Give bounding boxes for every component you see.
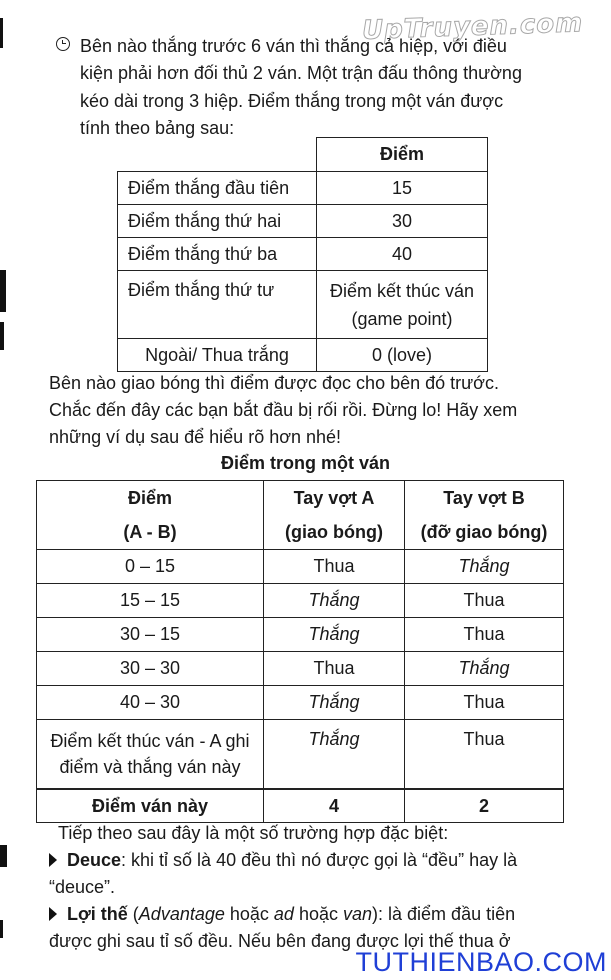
score-table-row [118,339,488,372]
row-player-b: Thua [405,720,564,790]
advantage-van: van [343,904,373,924]
header-player-a [264,481,405,550]
score-table-corner [118,138,317,172]
row-player-a: Thắng [264,618,405,652]
row-player-b: Thua [405,584,564,618]
intro-line-1 [56,31,507,61]
row-score: 40 – 30 [37,686,264,720]
header-score-line2: (A - B) [123,522,177,542]
game-table-final-row [37,720,564,790]
advantage-ad: ad [273,904,294,924]
score-table-row [118,271,488,339]
middle-line-1: Bên nào giao bóng thì điểm được đọc cho bên đó trước. [49,373,499,393]
advantage-p4: ): là điểm đầu tiên [372,904,516,924]
score-table-header: Điểm [317,138,488,172]
header-player-b-line1: Tay vợt B [443,488,525,508]
header-player-b [405,481,564,550]
score-value [317,271,488,339]
clock-icon [56,37,70,51]
score-value-line2: (game point) [351,308,453,329]
watermark-uptruyen: UpTruyen.com [361,8,584,46]
score-value: 15 [317,172,488,205]
game-table-row [37,686,564,720]
bullet-icon [49,907,57,921]
score-label: Điểm thắng thứ hai [118,205,317,238]
total-label: Điểm ván này [37,789,264,823]
scan-edge-mark [0,920,3,938]
row-player-b: Thua [405,686,564,720]
game-score-table [36,480,564,823]
row-score-final-line1: Điểm kết thúc ván - A ghi [50,731,250,751]
score-table-row [118,172,488,205]
score-label: Điểm thắng đầu tiên [118,172,317,205]
row-score: 30 – 15 [37,618,264,652]
row-player-a: Thắng [264,720,405,790]
watermark-tuthienbao: TUTHIENBAO.COM [355,947,607,977]
advantage-p1: ( [127,904,139,924]
middle-line-3: những ví dụ sau để hiểu rõ hơn nhé! [49,427,342,447]
intro-line-4: tính theo bảng sau: [80,118,235,138]
header-player-a-line1: Tay vợt A [293,488,375,508]
score-value-table [117,137,488,372]
header-player-b-line2: (đỡ giao bóng) [420,522,548,542]
advantage-line-1 [49,899,515,929]
scan-edge-mark [0,18,3,48]
special-intro: Tiếp theo sau đây là một số trường hợp đặc biệt: [58,823,449,843]
advantage-term: Lợi thế [67,904,128,924]
score-value: 40 [317,238,488,271]
score-table-row [118,238,488,271]
scan-edge-mark [0,322,4,350]
bullet-icon [49,853,57,867]
intro-text-1: Bên nào thắng trước 6 ván thì thắng cả hiệp, với điều [80,36,507,56]
row-score-final [37,720,264,790]
advantage-line-2: được ghi sau tỉ số đều. Nếu bên đang được lợi thế thua ở [49,931,511,951]
game-table-row [37,550,564,584]
game-table-row [37,618,564,652]
score-table-header-row [118,138,488,172]
header-score-line1: Điểm [127,488,172,508]
game-table-caption: Điểm trong một ván [220,453,390,473]
game-table-row [37,652,564,686]
row-score: 0 – 15 [37,550,264,584]
deuce-text-1: : khi tỉ số là 40 đều thì nó được gọi là “đều” hay là [121,850,518,870]
deuce-line-1 [49,845,517,875]
row-player-a: Thắng [264,584,405,618]
score-table-row [118,205,488,238]
row-player-b: Thắng [405,550,564,584]
middle-line-2: Chắc đến đây các bạn bắt đầu bị rối rồi. Đừng lo! Hãy xem [49,400,518,420]
game-table-header-row [37,481,564,550]
header-player-a-line2: (giao bóng) [285,522,383,542]
score-value: 0 (love) [317,339,488,372]
deuce-line-2: “deuce”. [49,877,116,897]
total-player-b: 2 [405,789,564,823]
score-label: Điểm thắng thứ ba [118,238,317,271]
score-value: 30 [317,205,488,238]
score-label: Điểm thắng thứ tư [118,271,317,339]
row-player-a: Thua [264,652,405,686]
advantage-p3: hoặc [293,904,343,924]
row-score-final-line2: điểm và thắng ván này [59,757,241,777]
header-score [37,481,264,550]
scan-edge-mark [0,845,7,867]
game-table-row [37,584,564,618]
score-label: Ngoài/ Thua trắng [118,339,317,372]
advantage-en: Advantage [138,904,225,924]
total-player-a: 4 [264,789,405,823]
row-player-a: Thua [264,550,405,584]
intro-line-3: kéo dài trong 3 hiệp. Điểm thắng trong một ván được [80,91,504,111]
score-value-line1: Điểm kết thúc ván [329,280,475,301]
row-score: 30 – 30 [37,652,264,686]
intro-line-2: kiện phải hơn đối thủ 2 ván. Một trận đấu thông thường [80,63,522,83]
row-score: 15 – 15 [37,584,264,618]
row-player-b: Thua [405,618,564,652]
row-player-a: Thắng [264,686,405,720]
deuce-term: Deuce [67,850,122,870]
row-player-b: Thắng [405,652,564,686]
scan-edge-mark [0,270,6,312]
advantage-p2: hoặc [224,904,274,924]
